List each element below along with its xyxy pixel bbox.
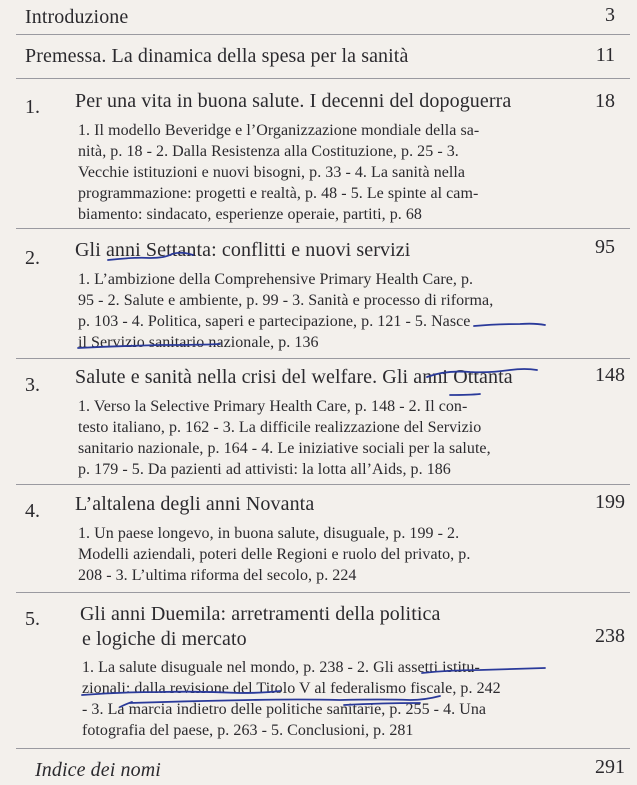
toc-entry-premessa-page: 11 (595, 44, 615, 66)
chapter-3-section-line: sanitario nazionale, p. 164 - 4. Le iniziative sociali per la salute, (78, 440, 491, 457)
chapter-1-section-line: biamento: sindacato, esperienze operaie, partiti, p. 68 (78, 206, 422, 223)
toc-entry-index-page: 291 (595, 756, 625, 778)
chapter-3-section-line: testo italiano, p. 162 - 3. La difficile realizzazione del Servizio (78, 419, 482, 436)
chapter-2-number: 2. (25, 247, 40, 269)
chapter-1-page: 18 (595, 90, 615, 112)
chapter-2-section-line: p. 103 - 4. Politica, saperi e partecipazione, p. 121 - 5. Nasce (78, 313, 471, 330)
chapter-2-section-line: il Servizio sanitario nazionale, p. 136 (78, 334, 319, 351)
toc-entry-index-title: Indice dei nomi (35, 759, 161, 781)
chapter-5-section-line: zionali: dalla revisione del Titolo V al federalismo fiscale, p. 242 (82, 680, 501, 697)
chapter-2-title: Gli anni Settanta: conflitti e nuovi servizi (75, 239, 411, 261)
divider (16, 358, 630, 359)
toc-entry-premessa-title: Premessa. La dinamica della spesa per la sanità (25, 45, 409, 67)
chapter-3-title: Salute e sanità nella crisi del welfare. Gli anni Ottanta (75, 366, 513, 388)
chapter-4-page: 199 (595, 491, 625, 513)
toc-entry-intro-title: Introduzione (25, 6, 129, 28)
chapter-1-section-line: programmazione: progetti e realtà, p. 48 - 5. Le spinte al cam- (78, 185, 479, 202)
chapter-3-section-line: p. 179 - 5. Da pazienti ad attivisti: la lotta all’Aids, p. 186 (78, 461, 451, 478)
divider (16, 592, 630, 593)
chapter-5-section-line: 1. La salute disuguale nel mondo, p. 238 - 2. Gli assetti istitu- (82, 659, 480, 676)
pen-underline (450, 394, 480, 395)
divider (16, 748, 630, 749)
chapter-4-section-line: Modelli aziendali, poteri delle Regioni e ruolo del privato, p. (78, 546, 471, 563)
chapter-3-section-line: 1. Verso la Selective Primary Health Care, p. 148 - 2. Il con- (78, 398, 468, 415)
chapter-1-title: Per una vita in buona salute. I decenni del dopoguerra (75, 90, 512, 112)
chapter-5-number: 5. (25, 608, 40, 630)
divider (16, 34, 630, 35)
divider (16, 484, 630, 485)
chapter-1-section-line: nità, p. 18 - 2. Dalla Resistenza alla Costituzione, p. 25 - 3. (78, 143, 459, 160)
chapter-4-section-line: 1. Un paese longevo, in buona salute, disuguale, p. 199 - 2. (78, 525, 460, 542)
chapter-2-section-line: 95 - 2. Salute e ambiente, p. 99 - 3. Sanità e processo di riforma, (78, 292, 494, 309)
chapter-4-title: L’altalena degli anni Novanta (75, 493, 315, 515)
chapter-1-section-line: Vecchie istituzioni e nuovi bisogni, p. 33 - 4. La sanità nella (78, 164, 466, 181)
chapter-5-title: Gli anni Duemila: arretramenti della politica (80, 603, 441, 625)
chapter-3-page: 148 (595, 364, 625, 386)
chapter-2-section-line: 1. L’ambizione della Comprehensive Primary Health Care, p. (78, 271, 474, 288)
chapter-4-number: 4. (25, 500, 40, 522)
toc-entry-intro-page: 3 (605, 4, 615, 26)
chapter-2-page: 95 (595, 236, 615, 258)
divider (16, 228, 630, 229)
chapter-5-section-line: - 3. La marcia indietro delle politiche sanitarie, p. 255 - 4. Una (82, 701, 487, 718)
chapter-5-page: 238 (595, 625, 625, 647)
chapter-1-section-line: 1. Il modello Beveridge e l’Organizzazione mondiale della sa- (78, 122, 480, 139)
divider (16, 78, 630, 79)
chapter-4-section-line: 208 - 3. L’ultima riforma del secolo, p. 224 (78, 567, 357, 584)
chapter-5-section-line: fotografia del paese, p. 263 - 5. Conclusioni, p. 281 (82, 722, 414, 739)
chapter-3-number: 3. (25, 374, 40, 396)
chapter-1-number: 1. (25, 96, 40, 118)
pen-underline (474, 324, 545, 326)
chapter-5-title-line2: e logiche di mercato (82, 628, 247, 650)
